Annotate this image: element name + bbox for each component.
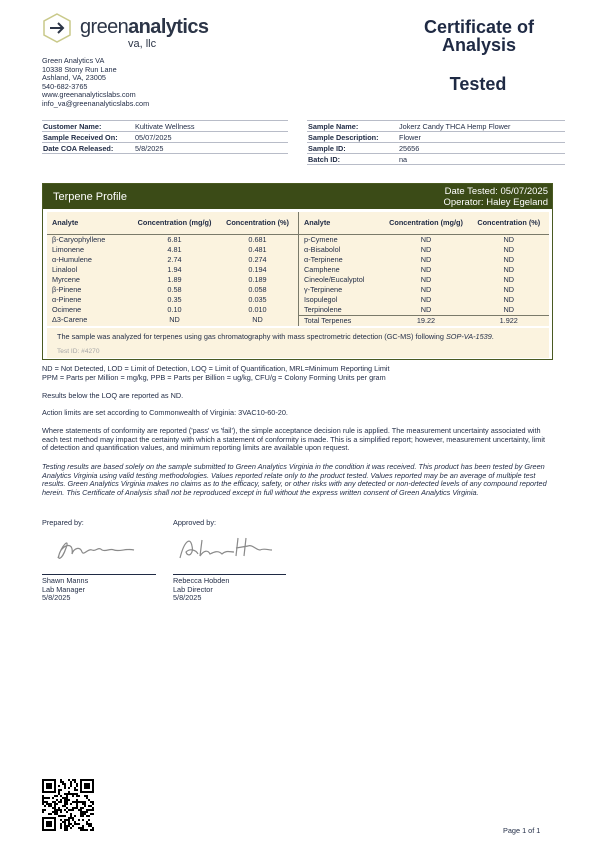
conc-pct-cell: ND — [503, 284, 515, 294]
info-row — [42, 143, 288, 154]
lab-address — [42, 57, 149, 109]
date-tested: Date Tested: 05/07/2025 — [444, 186, 548, 197]
approved-by-label: Approved by: — [173, 518, 216, 527]
col-conc-pct: Concentration (%) — [217, 212, 298, 234]
approved-by-block — [173, 577, 229, 603]
terpene-row — [299, 305, 550, 316]
table-header-row — [299, 212, 550, 234]
conc-pct-cell: 0.189 — [248, 274, 267, 284]
test-id: Test ID: #4270 — [57, 348, 100, 355]
conc-pct-cell: ND — [503, 274, 515, 284]
col-analyte: Analyte — [299, 212, 384, 234]
terpene-row — [299, 285, 550, 295]
terpene-row — [47, 255, 298, 265]
col-conc-mg: Concentration (mg/g) — [384, 212, 469, 234]
analyte-cell: p-Cymene — [304, 234, 338, 244]
conc-mg-cell: 1.94 — [167, 264, 182, 274]
conc-mg-cell: ND — [420, 305, 432, 315]
panel-header — [43, 184, 552, 209]
info-value: 5/8/2025 — [134, 143, 288, 154]
total-terpenes-row — [299, 316, 550, 327]
conc-pct-cell: 0.194 — [248, 264, 267, 274]
status-label: Tested — [449, 74, 507, 94]
analyte-cell: Δ3-Carene — [52, 315, 88, 325]
info-label: Customer Name: — [42, 121, 134, 132]
method-note-box — [47, 328, 549, 358]
action-limits-note: Action limits are set according to Commonwealth of Virginia: 3VAC10-60-20. — [42, 408, 288, 417]
analyte-cell: Camphene — [304, 264, 340, 274]
terpene-row — [299, 275, 550, 285]
analyte-cell: α-Bisabolol — [304, 244, 341, 254]
method-note: The sample was analyzed for terpenes using gas chromatography with mass spectrometric detection (GC-MS) following SOP-VA-1539. — [57, 332, 494, 341]
info-row — [307, 132, 565, 143]
conc-mg-cell: 2.74 — [167, 254, 182, 264]
col-analyte: Analyte — [47, 212, 132, 234]
page-number: Page 1 of 1 — [503, 826, 541, 835]
conc-mg-cell: 6.81 — [167, 234, 182, 244]
conc-pct-cell: 0.035 — [248, 295, 267, 305]
sample-info-table — [307, 120, 565, 165]
analyte-cell: Isopulegol — [304, 295, 338, 305]
info-value: Flower — [398, 132, 565, 143]
conc-mg-cell: ND — [420, 295, 432, 305]
conc-pct-cell: ND — [503, 264, 515, 274]
signer-name: Rebecca Hobden — [173, 576, 230, 585]
qr-code[interactable] — [42, 779, 94, 831]
conc-pct-cell: ND — [503, 295, 515, 305]
conc-mg-cell: 0.35 — [167, 295, 182, 305]
test-meta — [443, 186, 548, 208]
address-line: www.greenanalyticslabs.com — [42, 90, 136, 100]
address-line: Green Analytics VA — [42, 56, 105, 65]
conc-mg-cell: ND — [169, 315, 180, 325]
conc-mg-cell: ND — [420, 284, 432, 294]
signer-date: 5/8/2025 — [173, 593, 202, 602]
signature-line — [173, 574, 286, 575]
info-label: Sample Description: — [307, 132, 398, 143]
conc-pct-cell: ND — [503, 305, 515, 315]
terpene-row — [47, 234, 298, 245]
customer-info-table — [42, 120, 288, 154]
conc-mg-cell: 0.10 — [167, 305, 182, 315]
terpene-table-left — [47, 212, 298, 325]
conc-pct-cell: 0.274 — [248, 254, 267, 264]
info-value: na — [398, 154, 565, 165]
conformity-statement: Where statements of conformity are reported ('pass' vs 'fail'), the simple acceptance decision rule is applied. The measurement uncertainty associated with each test method may impact the certainty with which a statement of conformity is made. This is a simplified report; however, measurement uncertainty, limit of detection and quantification values, and minimum reporting limits are available upon request. — [42, 426, 546, 453]
signer-date: 5/8/2025 — [42, 593, 71, 602]
signer-title: Lab Director — [173, 584, 213, 594]
conc-pct-cell: 0.481 — [248, 244, 267, 254]
col-conc-mg: Concentration (mg/g) — [132, 212, 217, 234]
signature-line — [42, 574, 156, 575]
analyte-cell: γ-Terpinene — [304, 284, 343, 294]
conc-pct-cell: 0.058 — [248, 284, 267, 294]
analyte-cell: β-Caryophyllene — [52, 234, 106, 244]
info-label: Sample ID: — [307, 143, 398, 154]
conc-mg-cell: ND — [420, 264, 432, 274]
abbrev-line: ND = Not Detected, LOD = Limit of Detection, LOQ = Limit of Quantification, MRL=Minimum Reporting Limit — [42, 364, 390, 373]
info-label: Date COA Released: — [42, 143, 134, 154]
method-sop: SOP-VA-1539 — [445, 332, 492, 341]
title-line-2: Analysis — [441, 35, 517, 55]
terpene-row — [47, 305, 298, 315]
info-row — [307, 121, 565, 132]
prepared-by-block — [42, 577, 88, 603]
address-line: 540-682-3765 — [42, 81, 88, 91]
conc-pct-cell: ND — [503, 254, 515, 264]
signer-name: Shawn Manns — [42, 576, 89, 585]
title-line-1: Certificate of — [423, 17, 535, 37]
disclaimer: Testing results are based solely on the sample submitted to Green Analytics Virginia in the condition it was received. This product has been tested by Green Analytics Virginia using valid testing methodologies. Values reported relate only to the product tested. Values reported may be an average of multiple test results. Green Analytics Virginia makes no claims as to the efficacy, safety, or other risks with any detected or non-detected levels of any compound reported herein. This Certificate of Analysis shall not be reproduced except in full without the express written consent of Green Analytics Virginia. — [42, 462, 547, 498]
terpene-row — [299, 295, 550, 305]
conc-pct-cell: 0.010 — [248, 305, 267, 315]
info-label: Sample Name: — [307, 121, 398, 132]
analyte-cell: β-Pinene — [52, 284, 82, 294]
info-row — [307, 143, 565, 154]
company-logo-mark — [42, 13, 72, 43]
abbreviations — [42, 365, 552, 382]
info-label: Batch ID: — [307, 154, 398, 165]
col-conc-pct: Concentration (%) — [469, 212, 550, 234]
terpene-rows-right — [299, 234, 550, 316]
analyte-cell: α-Pinene — [52, 295, 82, 305]
conc-pct-cell: ND — [503, 234, 515, 244]
analyte-cell: Linalool — [52, 264, 78, 274]
analyte-cell: Cineole/Eucalyptol — [304, 274, 365, 284]
conc-mg-cell: 4.81 — [167, 244, 182, 254]
conc-mg-cell: 0.58 — [167, 284, 182, 294]
logo-wordmark — [80, 16, 208, 39]
analyte-cell: Limonene — [52, 244, 85, 254]
info-value: 05/07/2025 — [134, 132, 288, 143]
conc-pct-cell: 0.681 — [248, 234, 267, 244]
total-label: Total Terpenes — [299, 316, 384, 327]
terpene-rows-left — [47, 234, 298, 325]
info-value: 25656 — [398, 143, 565, 154]
total-mg: 19.22 — [384, 316, 469, 327]
info-row — [307, 154, 565, 165]
info-row — [42, 132, 288, 143]
info-label: Sample Received On: — [42, 132, 134, 143]
terpene-table-right — [298, 212, 549, 326]
conc-mg-cell: ND — [420, 234, 432, 244]
terpene-row — [47, 265, 298, 275]
terpene-row — [299, 265, 550, 275]
document-title — [400, 18, 558, 54]
abbrev-line: PPM = Parts per Million = mg/kg, PPB = Parts per Billion = ug/kg, CFU/g = Colony Forming Units per gram — [42, 372, 386, 382]
signer-title: Lab Manager — [42, 584, 86, 594]
analyte-cell: α-Terpinene — [304, 254, 343, 264]
terpene-row — [47, 295, 298, 305]
loq-note: Results below the LOQ are reported as ND. — [42, 391, 184, 400]
terpene-row — [299, 234, 550, 245]
analyte-cell: Myrcene — [52, 274, 80, 284]
total-pct: 1.922 — [469, 316, 550, 327]
operator: Operator: Haley Egeland — [443, 197, 548, 208]
conc-pct-cell: ND — [503, 244, 515, 254]
info-row — [42, 121, 288, 132]
analyte-cell: α-Humulene — [52, 254, 92, 264]
terpene-profile-panel — [42, 183, 553, 360]
signature-shawn-manns — [52, 530, 142, 570]
logo-word-green: green — [80, 16, 129, 38]
info-value: Jokerz Candy THCA Hemp Flower — [398, 121, 565, 132]
logo-subtitle: va, llc — [128, 38, 157, 50]
terpene-row — [299, 255, 550, 265]
address-line: info_va@greenanalyticslabs.com — [42, 98, 150, 108]
analyte-cell: Ocimene — [52, 305, 82, 315]
terpene-tables — [47, 212, 549, 326]
prepared-by-label: Prepared by: — [42, 518, 84, 527]
address-line: Ashland, VA, 23005 — [42, 73, 106, 83]
terpene-row — [47, 315, 298, 325]
conc-mg-cell: 1.89 — [167, 274, 182, 284]
terpene-row — [299, 245, 550, 255]
conc-mg-cell: ND — [420, 244, 432, 254]
conc-pct-cell: ND — [252, 315, 263, 325]
logo-word-analytics: analytics — [128, 16, 209, 38]
info-value: Kultivate Wellness — [134, 121, 288, 132]
terpene-row — [47, 285, 298, 295]
method-note-text: The sample was analyzed for terpenes using gas chromatography with mass spectrometric detection (GC-MS) following — [57, 332, 444, 341]
terpene-row — [47, 275, 298, 285]
table-header-row — [47, 212, 298, 234]
panel-title: Terpene Profile — [53, 191, 127, 203]
terpene-row — [47, 245, 298, 255]
signature-rebecca-hobden — [176, 528, 276, 568]
conc-mg-cell: ND — [420, 274, 432, 284]
conc-mg-cell: ND — [420, 254, 432, 264]
analyte-cell: Terpinolene — [304, 305, 342, 315]
address-line: 10338 Stony Run Lane — [42, 64, 117, 74]
